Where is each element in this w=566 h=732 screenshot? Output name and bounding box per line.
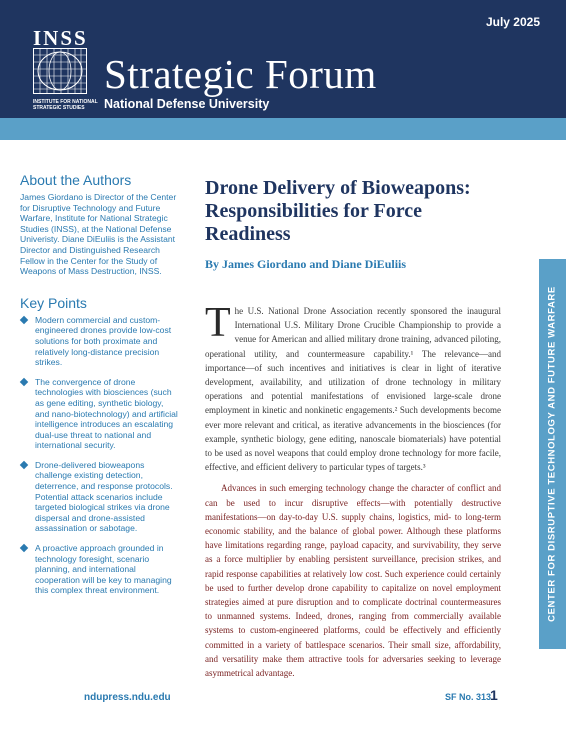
key-points-list: [20, 315, 180, 596]
diamond-bullet-icon: [20, 461, 28, 469]
diamond-bullet-icon: [20, 316, 28, 324]
masthead: [0, 0, 566, 118]
key-point-text: Modern commercial and custom-engineered drones provide low-cost solutions for both proximate and relatively long-distance precision strikes.: [35, 314, 172, 368]
diamond-bullet-icon: [20, 544, 28, 552]
page-number: 1: [490, 687, 498, 703]
key-point: [20, 377, 180, 451]
diamond-bullet-icon: [20, 377, 28, 385]
key-point-text: A proactive approach grounded in technology foresight, scenario planning, and international cooperation will be key to managing this complex threat environment.: [35, 543, 172, 596]
inss-logo-text: INSS: [33, 26, 88, 50]
globe-logo-icon: [33, 48, 87, 94]
footer-sf-number: SF No. 313: [445, 692, 492, 702]
article-title: Drone Delivery of Bioweapons: Responsibilities for Force Readiness: [205, 177, 471, 245]
paragraph-2: Advances in such emerging technology change the character of conflict and can be used to incur disruptive effects—with potentially destructive manifestations—on day-to-day U.S. supply chains, logistics, mid- to long-term economic stability, and the balance of global power. Although these platforms have limitations regarding range, payload capacity, and survivability, they serve as a force multiplier by enabling persistent surveillance, precision strikes, and rapid response capabilities at relatively low cost. Such experience could certainly be used to further develop drone capability to capitalize on novel employment strategies aimed at pure disruption and to complicate doctrinal countermeasures to unmanned systems. Indeed, drones, ranging from commercially available systems to custom-engineered platforms, could be effectively and efficiently committed in a variety of battlespace scenarios. Their small size, affordability, and versatility make them attractive tools for adversaries seeking to leverage asymmetrical advantage.: [205, 483, 501, 679]
byline: By James Giordano and Diane DiEuliis: [205, 257, 407, 271]
key-point-text: Drone-delivered bioweapons challenge existing detection, deterrence, and response protocols. Potential attack scenarios include targeted biological strikes via drone dispersal and drone-assisted assassination or sabotage.: [35, 459, 173, 534]
paragraph-1-text: he U.S. National Drone Association recently sponsored the inaugural International U.S. Military Drone Crucible Championship to provide a venue for American and allied military drone training, advanced piloting, operational utility, and countermeasure capability.¹ The relevance—and importance—of such incentives and initiatives is clear in light of iterative development, availability, and utilization of drone technology in military operations and potential manifestations of envisioned large-scale drone employment in kinetic and nonkinetic engagements.² Such developments become ever more relevant and critical, as iterative advancements in the biosciences (for example, synthetic biology, gene editing, nanoscale biomaterials) have potential to be used as novel weapons that could employ drone technology for more facile, effective, and efficient delivery to particular types of targets.³: [205, 306, 501, 473]
key-point-text: The convergence of drone technologies with biosciences (such as gene editing, synthetic biology, and nano-biotechnology) and artificial intelligence introduces an escalating dual-use threat to national and international security.: [35, 376, 178, 451]
footer-url[interactable]: ndupress.ndu.edu: [84, 692, 171, 703]
inss-subtext: INSTITUTE FOR NATIONAL STRATEGIC STUDIES: [33, 99, 98, 111]
publisher-name: National Defense University: [104, 97, 270, 111]
paragraph-1: [205, 300, 501, 474]
header-stripe: [0, 118, 566, 140]
key-points-heading: Key Points: [20, 294, 87, 311]
key-point: [20, 543, 180, 596]
about-text: James Giordano is Director of the Center for Disruptive Technology and Future Warfare, Institute for National Strategic Studies (INSS), at the National Defense Univeristy. Diane DiEuliis is the Assistant Director and Distinguished Research Fellow in the Center for the Study of Weapons of Mass Destruction, INSS.: [20, 192, 177, 277]
series-title: Strategic Forum: [104, 51, 377, 97]
center-side-band-label: CENTER FOR DISRUPTIVE TECHNOLOGY AND FUTURE WARFARE: [546, 286, 558, 622]
key-point: [20, 315, 180, 368]
key-point: [20, 460, 180, 534]
drop-cap: T: [205, 300, 231, 346]
article-body: [205, 300, 501, 680]
about-heading: About the Authors: [20, 172, 132, 188]
sidebar: [20, 172, 180, 605]
issue-date: July 2025: [485, 15, 540, 29]
